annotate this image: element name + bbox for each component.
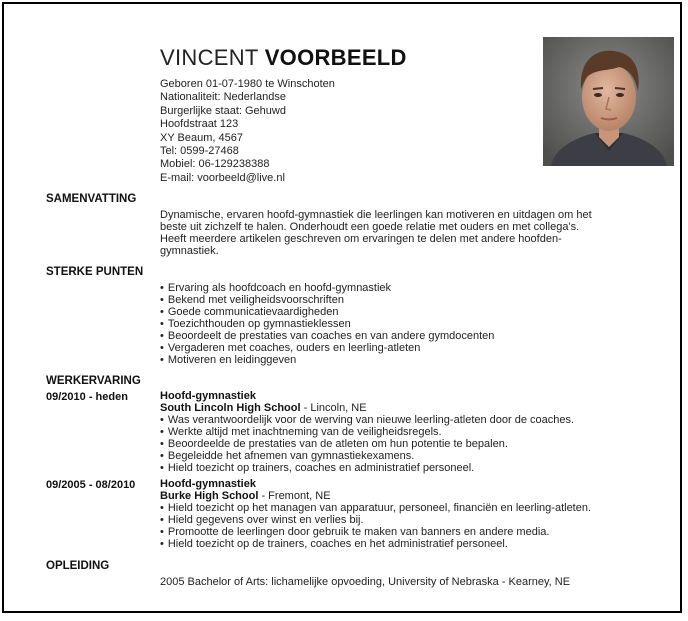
birth-info: Geboren 01-07-1980 te Winschoten	[160, 78, 335, 90]
education-line: 2005 Bachelor of Arts: lichamelijke opvoeding, University of Nebraska - Kearney, NE	[160, 576, 571, 588]
nationality: Nationaliteit: Nederlandse	[160, 91, 286, 104]
job-dates: 09/2005 - 08/2010	[46, 479, 136, 491]
mobile: Mobiel: 06-129238388	[160, 158, 270, 171]
list-item: • Hield toezicht op het managen van apparatuur, personeel, financiën en leerling-atleten.	[160, 502, 655, 514]
list-item: • Motiveren en leidinggeven	[160, 354, 655, 366]
resume-page	[2, 2, 682, 613]
list-item: • Begeleidde het afnemen van gymnastiekexamens.	[160, 450, 655, 462]
profile-photo	[543, 37, 674, 166]
job-role: Hoofd-gymnastiek	[160, 478, 256, 490]
job-entry	[160, 390, 655, 474]
employer-name: South Lincoln High School	[160, 402, 301, 414]
job-employer-line	[160, 402, 655, 414]
education-heading: OPLEIDING	[46, 560, 110, 572]
job-role: Hoofd-gymnastiek	[160, 390, 256, 402]
summary-line: beste uit zichzelf te halen. Onderhoudt een goede relatie met ouders en met collega's.	[160, 221, 580, 233]
strengths-list	[160, 282, 655, 366]
last-name: VOORBEELD	[264, 45, 407, 70]
contact-details	[160, 78, 335, 185]
list-item: • Toezichthouden op gymnastieklessen	[160, 318, 655, 330]
list-item: • Hield gegevens over winst en verlies bij.	[160, 514, 655, 526]
list-item: • Beoordeelt de prestaties van coaches en van andere gymdocenten	[160, 330, 655, 342]
job-entry	[160, 478, 655, 550]
summary-line: Heeft meerdere artikelen geschreven om ervaringen te delen met andere hoofden-	[160, 233, 562, 245]
strengths-heading: STERKE PUNTEN	[46, 266, 144, 278]
employer-location: - Lincoln, NE	[300, 402, 367, 414]
list-item: • Beoordeelde de prestaties van de atleten om hun potentie te bepalen.	[160, 438, 655, 450]
email: E-mail: voorbeeld@live.nl	[160, 171, 285, 184]
job-employer-line	[160, 490, 655, 502]
list-item: • Werkte altijd met inachtneming van de veiligheidsregels.	[160, 426, 655, 438]
list-item: • Bekend met veiligheidsvoorschriften	[160, 294, 655, 306]
employer-name: Burke High School	[160, 490, 259, 502]
list-item: • Ervaring als hoofdcoach en hoofd-gymnastiek	[160, 282, 655, 294]
job-dates: 09/2010 - heden	[46, 391, 128, 403]
summary-line: gymnastiek.	[160, 245, 219, 257]
summary-text	[160, 209, 655, 257]
experience-heading: WERKERVARING	[46, 375, 141, 387]
candidate-name	[160, 45, 407, 71]
marital-status: Burgerlijke staat: Gehuwd	[160, 104, 286, 117]
list-item: • Promootte de leerlingen door gebruik te maken van banners en andere media.	[160, 526, 655, 538]
list-item: • Hield toezicht op de trainers, coaches en het administratief personeel.	[160, 538, 655, 550]
postal-city: XY Beaum, 4567	[160, 131, 243, 144]
first-name: VINCENT	[160, 45, 259, 70]
list-item: • Vergaderen met coaches, ouders en leerling-atleten	[160, 342, 655, 354]
street-address: Hoofdstraat 123	[160, 118, 239, 131]
phone: Tel: 0599-27468	[160, 145, 239, 158]
employer-location: - Fremont, NE	[258, 490, 331, 502]
summary-heading: SAMENVATTING	[46, 193, 137, 205]
list-item: • Hield toezicht op trainers, coaches en administratief personeel.	[160, 462, 655, 474]
summary-line: Dynamische, ervaren hoofd-gymnastiek die leerlingen kan motiveren en uitdagen om het	[160, 209, 592, 221]
list-item: • Was verantwoordelijk voor de werving van nieuwe leerling-atleten door de coaches.	[160, 414, 655, 426]
list-item: • Goede communicatievaardigheden	[160, 306, 655, 318]
